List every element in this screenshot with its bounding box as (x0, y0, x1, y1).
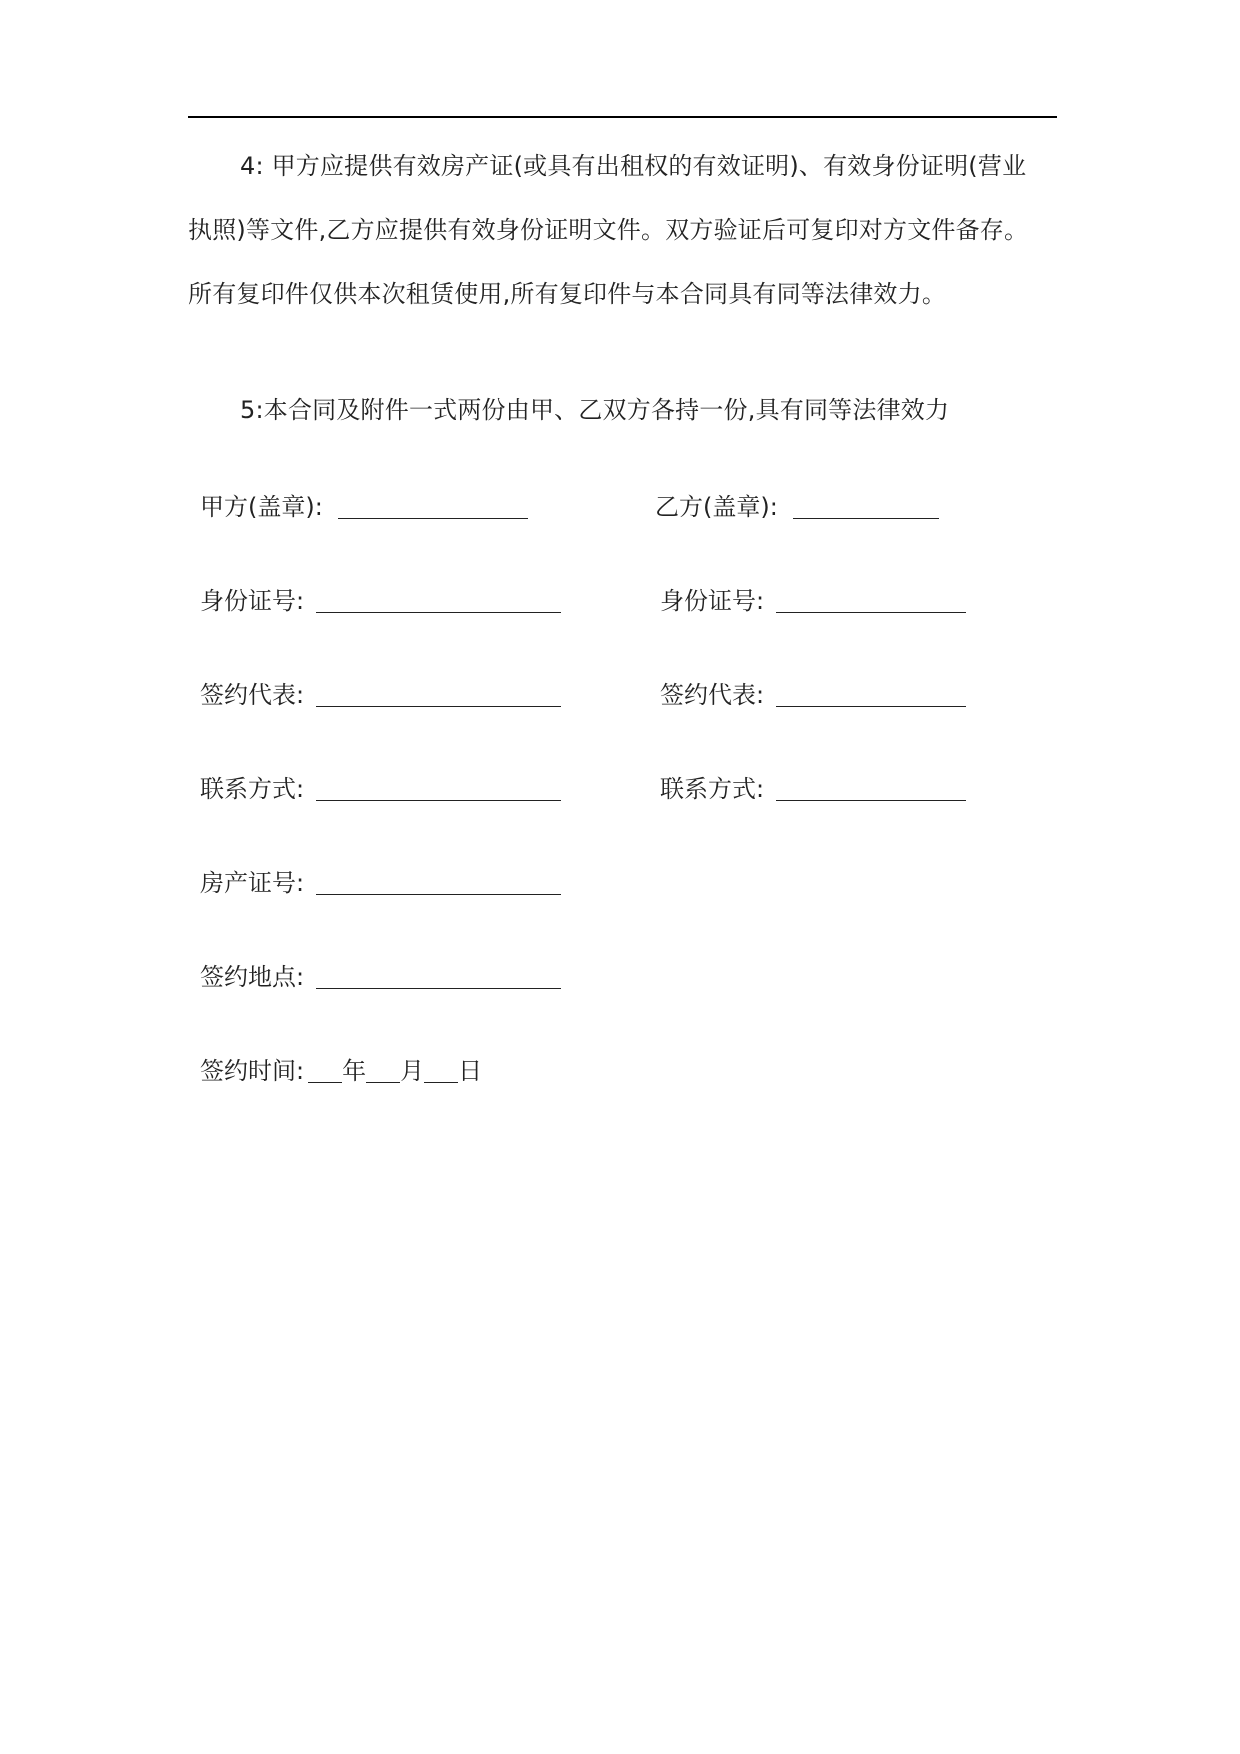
clause-4-line-2: 执照)等文件,乙方应提供有效身份证明文件。双方验证后可复印对方文件备存。 (188, 216, 1029, 244)
party-a-contact-label: 联系方式: (200, 775, 305, 803)
day-blank[interactable] (424, 1058, 458, 1083)
party-a-contact-blank[interactable] (316, 776, 561, 801)
clause-4-line-3: 所有复印件仅供本次租赁使用,所有复印件与本合同具有同等法律效力。 (188, 280, 947, 308)
party-b-rep-label: 签约代表: (660, 681, 765, 709)
year-blank[interactable] (308, 1058, 342, 1083)
party-a-seal-blank[interactable] (338, 494, 528, 519)
party-a-id-blank[interactable] (316, 588, 561, 613)
party-b-seal-label: 乙方(盖章): (655, 493, 778, 521)
clause-4 (188, 134, 1057, 326)
signing-place-label: 签约地点: (200, 963, 305, 991)
party-a-rep-blank[interactable] (316, 682, 561, 707)
party-a-seal-label: 甲方(盖章): (200, 493, 323, 521)
party-b-rep-blank[interactable] (776, 682, 966, 707)
party-b-id-blank[interactable] (776, 588, 966, 613)
clause-5 (188, 378, 1057, 442)
year-label: 年 (342, 1057, 367, 1085)
party-a-deed-label: 房产证号: (200, 869, 305, 897)
party-b-contact-field (660, 773, 966, 805)
party-a-rep-label: 签约代表: (200, 681, 305, 709)
clause-4-line-1: 4: 甲方应提供有效房产证(或具有出租权的有效证明)、有效身份证明(营业 (240, 152, 1027, 180)
signing-time-label: 签约时间: (200, 1057, 305, 1085)
party-a-rep-field (200, 679, 561, 711)
signing-place-blank[interactable] (316, 964, 561, 989)
month-blank[interactable] (366, 1058, 400, 1083)
day-label: 日 (458, 1057, 483, 1085)
clause-5-text: 5:本合同及附件一式两份由甲、乙双方各持一份,具有同等法律效力 (240, 396, 950, 424)
party-b-contact-blank[interactable] (776, 776, 966, 801)
signing-place-field (200, 961, 561, 993)
party-a-deed-field (200, 867, 561, 899)
party-b-id-label: 身份证号: (660, 587, 765, 615)
party-b-contact-label: 联系方式: (660, 775, 765, 803)
party-b-rep-field (660, 679, 966, 711)
party-a-id-label: 身份证号: (200, 587, 305, 615)
party-b-id-field (660, 585, 966, 617)
signing-time-field (200, 1055, 482, 1087)
header-rule (188, 116, 1057, 118)
month-label: 月 (400, 1057, 425, 1085)
party-b-seal-blank[interactable] (793, 494, 939, 519)
party-a-deed-blank[interactable] (316, 870, 561, 895)
party-a-id-field (200, 585, 561, 617)
party-a-contact-field (200, 773, 561, 805)
party-a-seal-field (200, 491, 528, 523)
party-b-seal-field (655, 491, 939, 523)
